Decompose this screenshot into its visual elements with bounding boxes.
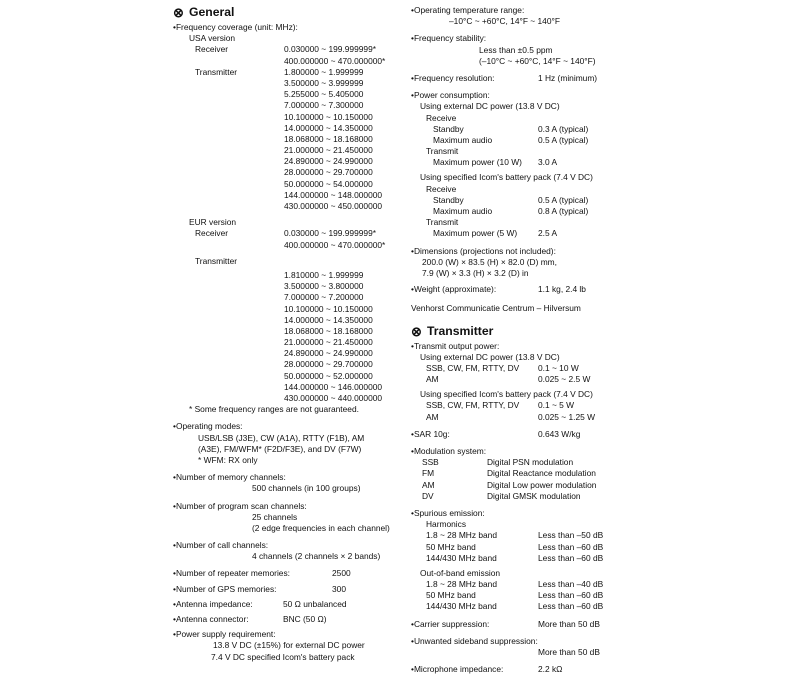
call-channels-label: Number of call channels: [175,540,269,551]
freq-range: 3.500000 ~ 3.800000 [284,281,364,292]
freq-range: 50.000000 ~ 54.000000 [284,178,373,189]
freq-range: 7.000000 ~ 7.200000 [284,292,364,303]
receive-label: Receive [426,112,457,123]
mic-impedance-label: Microphone impedance: [413,664,504,675]
freq-range: 1.810000 ~ 1.999999 [284,269,364,280]
carrier-block: • Carrier suppression: More than 50 dB [411,618,600,629]
operating-modes-line: USB/LSB (J3E), CW (A1A), RTTY (F1B), AM [198,432,365,443]
power-supply-label: Power supply requirement: [175,629,276,640]
antenna-connector-block: • Antenna connector: BNC (50 Ω) [173,614,327,624]
modulation-rows [411,457,633,502]
memory-channels-value: 500 channels (in 100 groups) [252,483,361,494]
section-heading-transmitter: ⊗ Transmitter [411,323,494,339]
circle-x-icon: ⊗ [173,5,184,20]
modulation-block: • Modulation system: SSB Digital PSN modulation FM Digital Reactance modulation AM Digital Low power modulation DV Digital GMSK modulation [411,446,633,502]
footnote: * Some frequency ranges are not guaranteed. [189,404,359,415]
battery-power-label: Using specified Icom's battery pack (7.4 V DC) [420,172,593,183]
operating-modes-block: • Operating modes: USB/LSB (J3E), CW (A1A), RTTY (F1B), AM (A3E), FM/WFM* (F2D/F3E), and DV (F7W) * WFM: RX only [173,421,365,465]
spec-row-label: 1.8 ~ 28 MHz band [426,530,497,541]
max-audio-value: 0.8 A (typical) [538,206,589,216]
spec-row [411,457,633,468]
freq-range-row [173,89,395,100]
antenna-impedance-label: Antenna impedance: [175,598,253,609]
spec-row [411,491,633,502]
memory-channels-block: • Number of memory channels: 500 channels (in 100 groups) [173,472,361,494]
spec-row-label: 50 MHz band [426,541,476,552]
spec-row-value: Less than –50 dB [538,530,604,541]
dealer-text: Venhorst Communicatie Centrum – Hilversum [411,303,581,314]
freq-range: 21.000000 ~ 21.450000 [284,145,373,156]
freq-range-row [173,134,395,145]
freq-range: 50.000000 ~ 52.000000 [284,370,373,381]
eur-transmitter-ranges [173,270,395,404]
spec-row-label: AM [422,479,435,490]
spec-row-value: Digital Reactance modulation [487,468,596,479]
weight-value: 1.1 kg, 2.4 lb [538,284,586,295]
freq-range-row [173,315,395,326]
max-audio-label: Maximum audio [433,134,493,145]
max-power-value: 3.0 A [538,157,558,168]
program-scan-label: Number of program scan channels: [175,500,307,511]
spec-row-value: Less than –60 dB [538,601,604,612]
operating-modes-line: * WFM: RX only [198,454,258,465]
freq-range-row [173,371,395,382]
op-temp-value: –10°C ~ +60°C, 14°F ~ 140°F [449,16,560,27]
max-power-label: Maximum power (10 W) [433,157,522,168]
gps-memories-value: 300 [332,583,346,594]
freq-range: 3.500000 ~ 3.999999 [284,77,364,88]
standby-value: 0.5 A (typical) [538,194,589,205]
freq-range-row [173,112,395,123]
operating-modes-label: Operating modes: [175,421,243,432]
mic-impedance-value: 2.2 kΩ [538,664,563,675]
gps-memories-label: Number of GPS memories: [175,583,277,594]
sar-block: • SAR 10g: 0.643 W/kg [411,428,581,439]
standby-value: 0.3 A (typical) [538,123,589,134]
spec-row-value: Digital PSN modulation [487,457,574,468]
usa-transmitter-ranges [173,67,395,212]
output-power-label: Transmit output power: [413,340,500,351]
power-value: 0.025 ~ 2.5 W [538,374,591,385]
freq-range: 18.068000 ~ 18.168000 [284,133,373,144]
dimensions-label: Dimensions (projections not included): [413,245,556,256]
eur-receiver-range: 400.000000 ~ 470.000000* [284,239,386,250]
freq-range: 144.000000 ~ 146.000000 [284,381,383,392]
max-power-value: 2.5 A [538,228,558,239]
weight-block: • Weight (approximate): 1.1 kg, 2.4 lb [411,284,586,295]
freq-range: 144.000000 ~ 148.000000 [284,189,383,200]
antenna-impedance-block: • Antenna impedance: 50 Ω unbalanced [173,598,347,609]
memory-channels-label: Number of memory channels: [175,472,286,483]
spec-row [411,579,633,590]
freq-range: 10.100000 ~ 10.150000 [284,303,373,314]
power-value: 0.1 ~ 5 W [538,400,575,411]
dealer-line [411,303,633,314]
freq-range-row [173,304,395,315]
usa-receiver-label: Receiver [195,44,229,55]
left-column [173,0,395,663]
operating-modes-line: (A3E), FM/WFM* (F2D/F3E), and DV (F7W) [198,443,362,454]
freq-range: 28.000000 ~ 29.700000 [284,167,373,178]
eur-version-label: EUR version [189,217,237,228]
spec-row-label: 144/430 MHz band [426,552,497,563]
spec-row [411,468,633,479]
eur-receiver-range: 0.030000 ~ 199.999999* [284,228,376,239]
carrier-label: Carrier suppression: [413,618,490,629]
battery-power-label: Using specified Icom's battery pack (7.4 V DC) [420,389,593,400]
spec-row-value: Less than –60 dB [538,590,604,601]
power-value: 0.025 ~ 1.25 W [538,411,596,422]
spec-row [411,553,633,564]
section-heading-general: ⊗ General [173,5,235,20]
freq-range: 7.000000 ~ 7.300000 [284,100,364,111]
power-supply-line: 13.8 V DC (±15%) for external DC power [213,640,365,651]
freq-range: 24.890000 ~ 24.990000 [284,156,373,167]
unwanted-sideband-label: Unwanted sideband suppression: [413,635,538,646]
freq-stability-block: • Frequency stability: Less than ±0.5 ppm (–10°C ~ +60°C, 14°F ~ 140°F) [411,33,596,66]
oob-rows [411,579,633,613]
freq-range-row [173,359,395,370]
spec-row [411,601,633,612]
transmit-label: Transmit [426,217,459,228]
carrier-value: More than 50 dB [538,618,600,629]
freq-range-row [173,201,395,212]
gps-memories-block: • Number of GPS memories: 300 [173,583,346,594]
program-scan-value: 25 channels [252,511,298,522]
spec-row-label: DV [422,490,434,501]
unwanted-sideband-value: More than 50 dB [538,647,600,657]
right-column [411,0,633,675]
eur-transmitter-label: Transmitter [195,255,238,266]
modulation-label: Modulation system: [413,446,487,456]
freq-range: 430.000000 ~ 440.000000 [284,393,383,403]
usa-version-label: USA version [189,33,236,44]
freq-range-row [173,156,395,167]
usa-receiver-range: 400.000000 ~ 470.000000* [284,55,386,66]
freq-range: 21.000000 ~ 21.450000 [284,337,373,348]
spec-row-value: Less than –40 dB [538,579,604,590]
harmonics-label: Harmonics [426,519,467,530]
repeater-memories-value: 2500 [332,568,351,579]
freq-stability-value: (–10°C ~ +60°C, 14°F ~ 140°F) [479,55,596,66]
dimensions-value: 7.9 (W) × 3.3 (H) × 3.2 (D) in [422,267,529,278]
spec-row-label: FM [422,468,435,479]
ext-power-label: Using external DC power (13.8 V DC) [420,351,560,362]
freq-range: 28.000000 ~ 29.700000 [284,359,373,370]
mic-impedance-block: • Microphone impedance: 2.2 kΩ [411,664,563,675]
freq-coverage-block: • Frequency coverage (unit: MHz): USA version Receiver 0.030000 ~ 199.999999* 400.000000 ~ 470.000000* Transmitter 1.800000 ~ 1.999999 3.500000 ~ 3.999999 5.255000 ~ 5.405000 7.000000 ~ 7.300000 10.100000 ~ 10.150000 14.000000 ~ 14.350000 18.068000 ~ 18.168000 21.000000 ~ 21.450000 24.890000 ~ 24.990000 28.000000 ~ 29.700000 50.000000 ~ 54.000000 144.000000 ~ 148.000000 430.000000 ~ 450.000000 EUR version Receiver 0.030000 ~ 199.999999* 400.000000 ~ 470.000000* Transmitter 1.810000 ~ 1.999999 3.500000 ~ 3.800000 7.000000 ~ 7.200000 10.100000 ~ 10.150000 14.000000 ~ 14.350000 18.068000 ~ 18.168000 21.000000 ~ 21.450000 24.890000 ~ 24.990000 28.000000 ~ 29.700000 50.000000 ~ 52.000000 144.000000 ~ 146.000000 430.000000 ~ 440.000000 * Some frequency ranges are not guaranteed. [173,22,395,415]
dimensions-value: 200.0 (W) × 83.5 (H) × 82.0 (D) mm, [422,256,557,267]
freq-range-row [173,393,395,404]
program-scan-value: (2 edge frequencies in each channel) [252,522,390,533]
standby-label: Standby [433,123,464,134]
freq-range-row [173,382,395,393]
max-audio-value: 0.5 A (typical) [538,134,589,145]
max-audio-label: Maximum audio [433,206,493,216]
call-channels-block: • Number of call channels: 4 channels (2 channels × 2 bands) [173,540,381,562]
op-temp-label: Operating temperature range: [413,5,525,15]
spec-row-label: 1.8 ~ 28 MHz band [426,579,497,590]
power-value: 0.1 ~ 10 W [538,362,579,373]
freq-range: 24.890000 ~ 24.990000 [284,348,373,359]
freq-range-row [173,270,395,281]
freq-range-row [173,190,395,201]
spec-row-value: Digital GMSK modulation [487,490,581,501]
antenna-impedance-value: 50 Ω unbalanced [283,598,347,609]
freq-range-row [173,67,395,78]
max-power-label: Maximum power (5 W) [433,228,518,239]
weight-label: Weight (approximate): [413,284,497,295]
sar-label: SAR 10g: [413,428,450,439]
freq-resolution-value: 1 Hz (minimum) [538,72,598,83]
freq-range-row [173,145,395,156]
freq-range-row [173,167,395,178]
receive-label: Receive [426,183,457,194]
mode-label: SSB, CW, FM, RTTY, DV [426,362,520,373]
circle-x-icon: ⊗ [411,323,422,339]
freq-range-row [173,123,395,134]
output-power-block: • Transmit output power: Using external DC power (13.8 V DC) SSB, CW, FM, RTTY, DV 0.1 ~ 10 W AM 0.025 ~ 2.5 W Using specified Icom's battery pack (7.4 V DC) SSB, CW, FM, RTTY, DV 0.1 ~ 5 W AM 0.025 ~ 1.25 W [411,340,596,422]
spec-row-value: Less than –60 dB [538,552,604,563]
repeater-memories-block: • Number of repeater memories: 2500 [173,568,351,579]
spec-row-label: 144/430 MHz band [426,601,497,612]
freq-range: 10.100000 ~ 10.150000 [284,111,373,122]
freq-range: 14.000000 ~ 14.350000 [284,122,373,133]
transmit-label: Transmit [426,146,459,157]
op-temp-block: • Operating temperature range: –10°C ~ +60°C, 14°F ~ 140°F [411,5,560,27]
call-channels-value: 4 channels (2 channels × 2 bands) [252,551,381,562]
eur-receiver-label: Receiver [195,228,229,239]
freq-range-row [173,348,395,359]
usa-transmitter-label: Transmitter [195,66,238,77]
freq-range: 14.000000 ~ 14.350000 [284,314,373,325]
dimensions-block: • Dimensions (projections not included): 200.0 (W) × 83.5 (H) × 82.0 (D) mm, 7.9 (W) × 3.3 (H) × 3.2 (D) in [411,245,557,278]
spec-row [411,530,633,541]
freq-range-row [173,337,395,348]
spec-row-value: Digital Low power modulation [487,479,597,490]
power-supply-line: 7.4 V DC specified Icom's battery pack [211,651,355,662]
power-consumption-block: • Power consumption: Using external DC power (13.8 V DC) Receive Standby 0.3 A (typical) Maximum audio 0.5 A (typical) Transmit Maximum power (10 W) 3.0 A Using specified Icom's battery pack (7.4 V DC) Receive Standby 0.5 A (typical) Maximum audio 0.8 A (typical) Transmit Maximum power (5 W) 2.5 A [411,90,593,239]
freq-coverage-label: Frequency coverage (unit: MHz): [175,22,298,32]
freq-range: 1.800000 ~ 1.999999 [284,66,364,77]
freq-resolution-label: Frequency resolution: [413,72,495,83]
freq-range-row [173,292,395,303]
spec-row-value: Less than –60 dB [538,541,604,552]
freq-resolution-block: • Frequency resolution: 1 Hz (minimum) [411,72,598,83]
spec-row [411,542,633,553]
program-scan-block: • Number of program scan channels: 25 channels (2 edge frequencies in each channel) [173,500,390,533]
antenna-connector-value: BNC (50 Ω) [283,614,327,624]
freq-range-row [173,281,395,292]
mode-label: AM [426,374,439,385]
freq-range-row [173,100,395,111]
spec-row [411,480,633,491]
spec-row-label: 50 MHz band [426,590,476,601]
power-supply-block: • Power supply requirement: 13.8 V DC (±15%) for external DC power 7.4 V DC specified Icom's battery pack [173,629,365,662]
spurious-block: • Spurious emission: Harmonics 1.8 ~ 28 MHz band Less than –50 dB 50 MHz band Less than –60 dB 144/430 MHz band Less than –60 dB Out-of-band emission 1.8 ~ 28 MHz band Less than –40 dB 50 MHz band Less than –60 dB 144/430 MHz band Less than –60 dB [411,508,633,613]
freq-range-row [173,179,395,190]
repeater-memories-label: Number of repeater memories: [175,568,290,579]
standby-label: Standby [433,194,464,205]
spec-row-label: SSB [422,457,439,468]
freq-range: 5.255000 ~ 5.405000 [284,89,364,100]
sar-value: 0.643 W/kg [538,428,581,439]
unwanted-sideband-block: • Unwanted sideband suppression: More than 50 dB [411,635,600,657]
antenna-connector-label: Antenna connector: [175,614,249,624]
ext-power-label: Using external DC power (13.8 V DC) [420,101,560,112]
freq-range: 430.000000 ~ 450.000000 [284,201,383,211]
freq-stability-label: Frequency stability: [413,33,487,44]
mode-label: AM [426,411,439,422]
spurious-label: Spurious emission: [413,507,485,518]
mode-label: SSB, CW, FM, RTTY, DV [426,400,520,411]
freq-range: 18.068000 ~ 18.168000 [284,325,373,336]
freq-stability-value: Less than ±0.5 ppm [479,44,553,55]
freq-range-row [173,326,395,337]
freq-range-row [173,78,395,89]
oob-label: Out-of-band emission [420,567,501,578]
usa-receiver-range: 0.030000 ~ 199.999999* [284,44,376,55]
power-consumption-label: Power consumption: [413,90,490,101]
harmonics-rows [411,530,633,564]
